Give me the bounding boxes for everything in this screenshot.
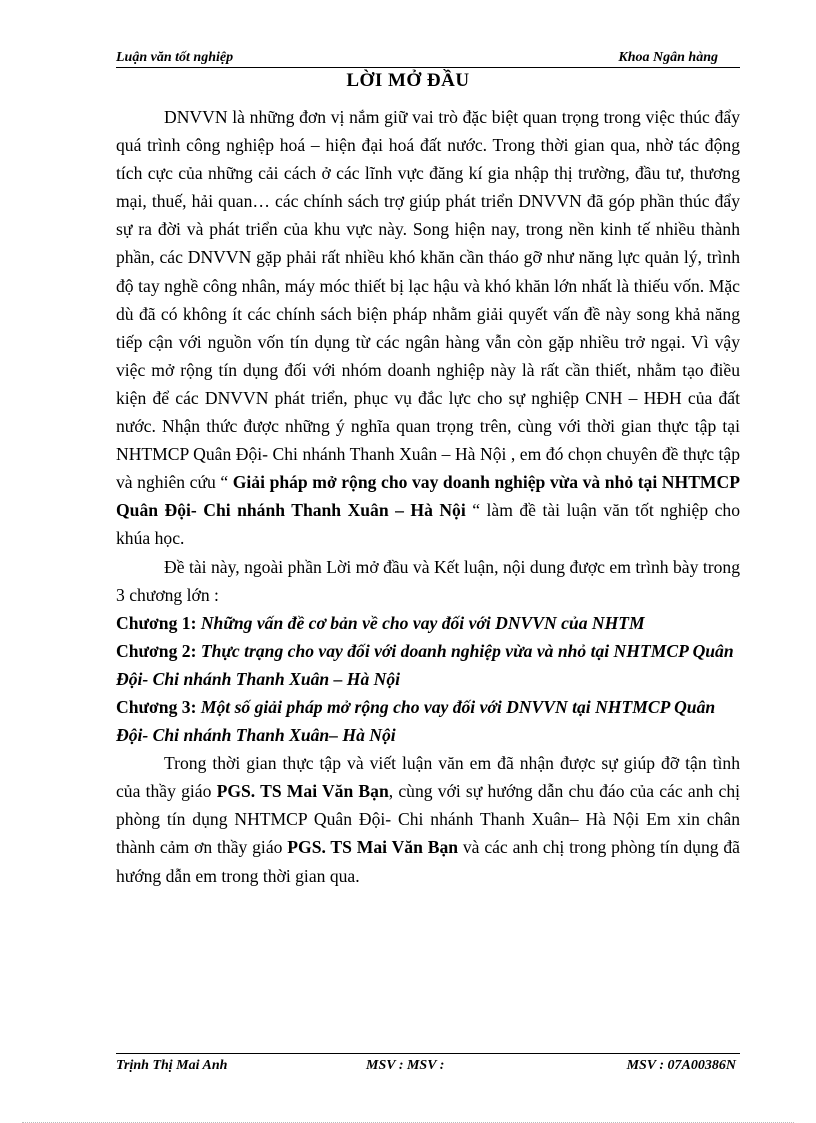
page-header [116,50,740,68]
header-left: Luận văn tốt nghiệp [116,50,234,65]
thanks-text: , cùng với sự hướng dẫn chu đáo của các anh chị phòng tín dụng NHTMCP Quân Đội- Chi nhánh Thanh Xuân– Hà Nội Em xin chân thành cảm ơn thầy giáo [116,781,741,858]
intro-text-end: “ làm đề tài luận văn tốt nghiệp cho khúa học. [116,500,740,549]
header-right: Khoa Ngân hàng [618,50,718,65]
body-text [116,103,740,890]
intro-paragraph [116,103,740,553]
chapter-label: Chương 2: [116,640,197,661]
chapter-label: Chương 3: [116,696,197,717]
thesis-topic: Giải pháp mở rộng cho vay doanh nghiệp vừa và nhỏ tại NHTMCP Quân Đội- Chi nhánh Thanh Xuân – Hà Nội [116,472,740,521]
structure-paragraph: Đề tài này, ngoài phần Lời mở đầu và Kết luận, nội dung được em trình bày trong 3 chương lớn : [116,556,740,605]
footer-msv-right: MSV : 07A00386N [626,1058,736,1073]
intro-text: DNVVN là những đơn vị nắm giữ vai trò đặc biệt quan trọng trong việc thúc đẩy quá trình công nghiệp hoá – hiện đại hoá đất nước. Trong thời gian qua, nhờ tác động tích cực của những cải cách ở các lĩnh vực đăng kí gia nhập thị trường, đầu tư, thương mại, thuế, hải quan… các chính sách trợ giúp phát triển DNVVN đã góp phần thúc đẩy sự ra đời và phát triển của khu vực này. Song hiện nay, trong nền kinh tế nhiều thành phần, các DNVVN gặp phải rất nhiều khó khăn cần tháo gỡ như năng lực quản lý, trình độ tay nghề công nhân, máy móc thiết bị lạc hậu và khó khăn lớn nhất là thiếu vốn. Mặc dù đã có không ít các chính sách biện pháp nhằm giải quyết vấn đề này song khả năng tiếp cận với nguồn vốn tín dụng từ các ngân hàng vẫn còn gặp nhiều trở ngại. Vì vậy việc mở rộng tín dụng đối với nhóm doanh nghiệp này là rất cần thiết, nhằm tạo điều kiện để các DNVVN phát triển, phục vụ đắc lực cho sự nghiệp CNH – HĐH của đất nước. Nhận thức được những ý nghĩa quan trọng trên, cùng với thời gian thực tập tại NHTMCP Quân Đội- Chi nhánh Thanh Xuân – Hà Nội , em đó chọn chuyên đề thực tập và nghiên cứu “ [116,107,740,493]
chapter-2 [116,637,740,693]
chapter-label: Chương 1: [116,612,197,633]
footer-msv-mid: MSV : MSV : [366,1058,445,1073]
chapter-3 [116,693,740,749]
chapter-title: Những vấn đề cơ bản về cho vay đối với DNVVN của NHTM [200,612,645,633]
thanks-text: Trong thời gian thực tập và viết luận văn em đã nhận được sự giúp đỡ tận tình của thầy giáo [116,753,740,802]
page-title: LỜI MỞ ĐẦU [346,70,470,91]
thanks-paragraph [116,749,740,889]
chapter-title: Thực trạng cho vay đối với doanh nghiệp vừa và nhỏ tại NHTMCP Quân Đội- Chi nhánh Thanh Xuân – Hà Nội [116,640,734,689]
footer-author: Trịnh Thị Mai Anh [116,1058,228,1073]
page-footer [116,1053,740,1076]
chapter-1 [116,609,740,637]
thanks-text: và các anh chị trong phòng tín dụng đã hướng dẫn em trong thời gian qua. [116,837,740,886]
chapter-title: Một số giải pháp mở rộng cho vay đối với DNVVN tại NHTMCP Quân Đội- Chi nhánh Thanh Xuân– Hà Nội [116,696,716,746]
advisor-name: PGS. TS Mai Văn Bạn [287,837,459,858]
advisor-name: PGS. TS Mai Văn Bạn [216,781,389,802]
